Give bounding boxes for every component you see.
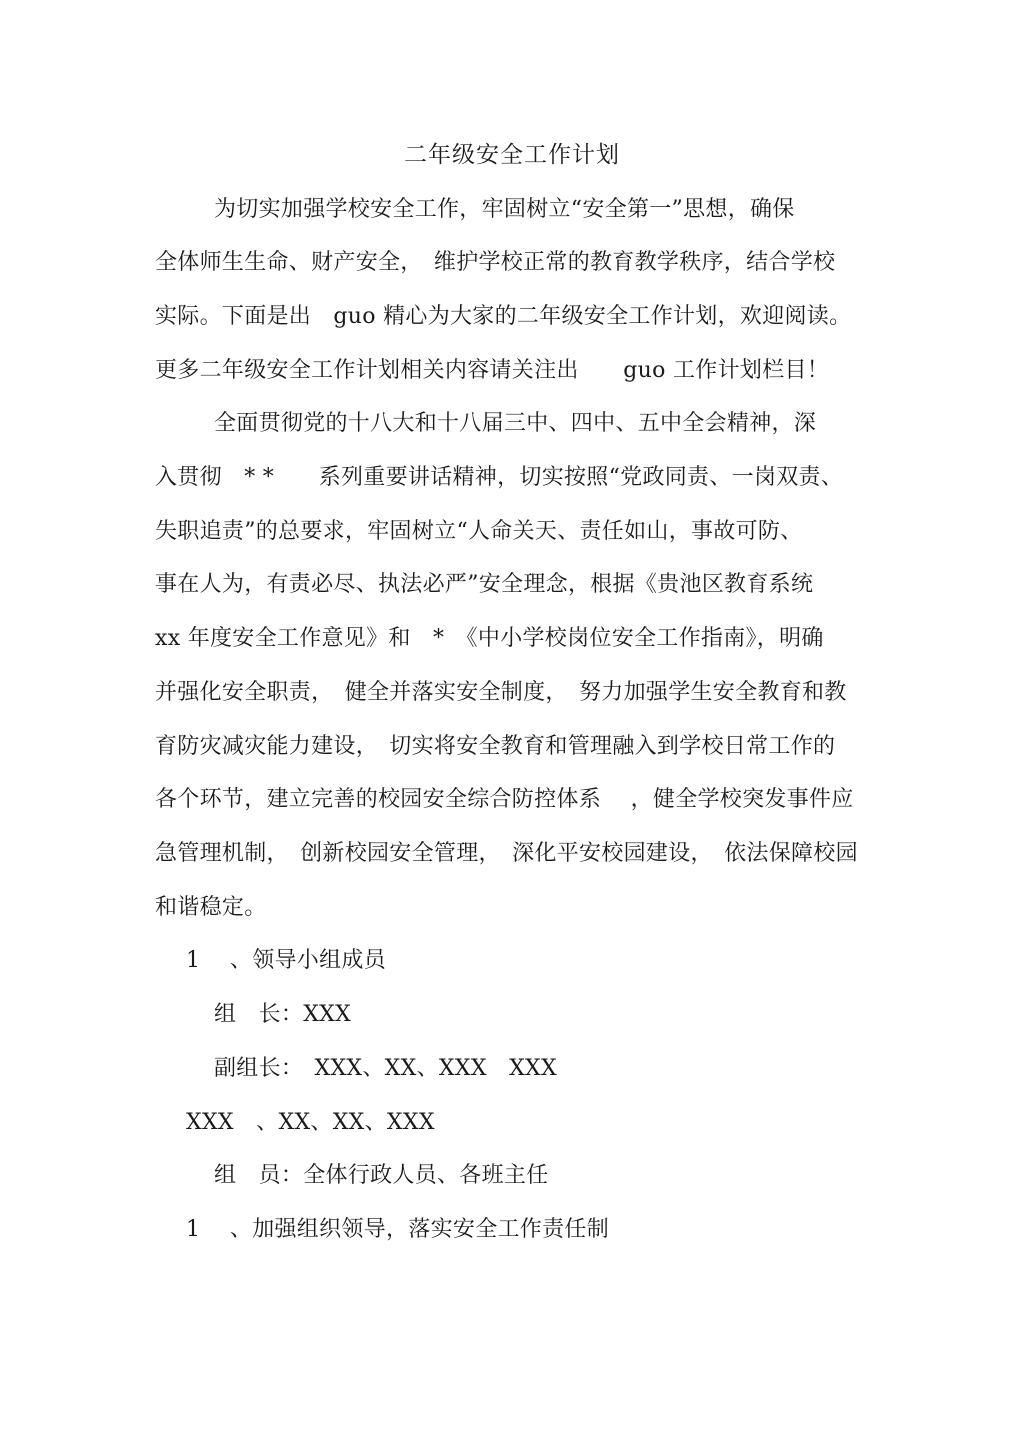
vice-leader-continuation: XXX 、XX、XX、XXX: [186, 1110, 435, 1135]
body-line-1: 全面贯彻党的十八大和十八届三中、四中、五中全会精神，深: [214, 411, 817, 436]
section-2-heading: 1 、加强组织领导，落实安全工作责任制: [186, 1217, 609, 1242]
body-line-2: 入贯彻 * * 系列重要讲话精神，切实按照“党政同责、一岗双责、: [155, 465, 844, 490]
body-line-6: 并强化安全职责， 健全并落实安全制度， 努力加强学生安全教育和教: [155, 680, 847, 705]
body-line-8: 各个环节，建立完善的校园安全综合防控体系 ，健全学校突发事件应: [155, 787, 854, 812]
section-1-heading: 1 、领导小组成员: [186, 948, 386, 973]
intro-line-2: 全体师生生命、财产安全， 维护学校正常的教育教学秩序，结合学校: [155, 250, 836, 275]
members-line: 组 员：全体行政人员、各班主任: [214, 1163, 549, 1188]
intro-line-4: 更多二年级安全工作计划相关内容请关注出 guo 工作计划栏目！: [155, 358, 830, 383]
document-title: 二年级安全工作计划: [404, 142, 620, 168]
body-line-4: 事在人为，有责必尽、执法必严”安全理念，根据《贵池区教育系统: [155, 572, 814, 597]
body-line-3: 失职追责”的总要求，牢固树立“人命关天、责任如山，事故可防、: [155, 519, 803, 544]
body-line-9: 急管理机制， 创新校园安全管理， 深化平安校园建设， 依法保障校园: [155, 841, 858, 866]
body-line-7: 育防灾减灾能力建设， 切实将安全教育和管理融入到学校日常工作的: [155, 734, 836, 759]
leader-line: 组 长：XXX: [214, 1002, 352, 1027]
body-line-5: xx 年度安全工作意见》和 * 《中小学校岗位安全工作指南》，明确: [155, 626, 824, 651]
vice-leader-line: 副组长： XXX、XX、XXX XXX: [214, 1056, 557, 1081]
intro-line-3: 实际。下面是出 guo 精心为大家的二年级安全工作计划，欢迎阅读。: [155, 304, 852, 329]
intro-line-1: 为切实加强学校安全工作，牢固树立“安全第一”思想，确保: [214, 197, 795, 222]
body-line-10: 和谐稳定。: [155, 895, 267, 920]
